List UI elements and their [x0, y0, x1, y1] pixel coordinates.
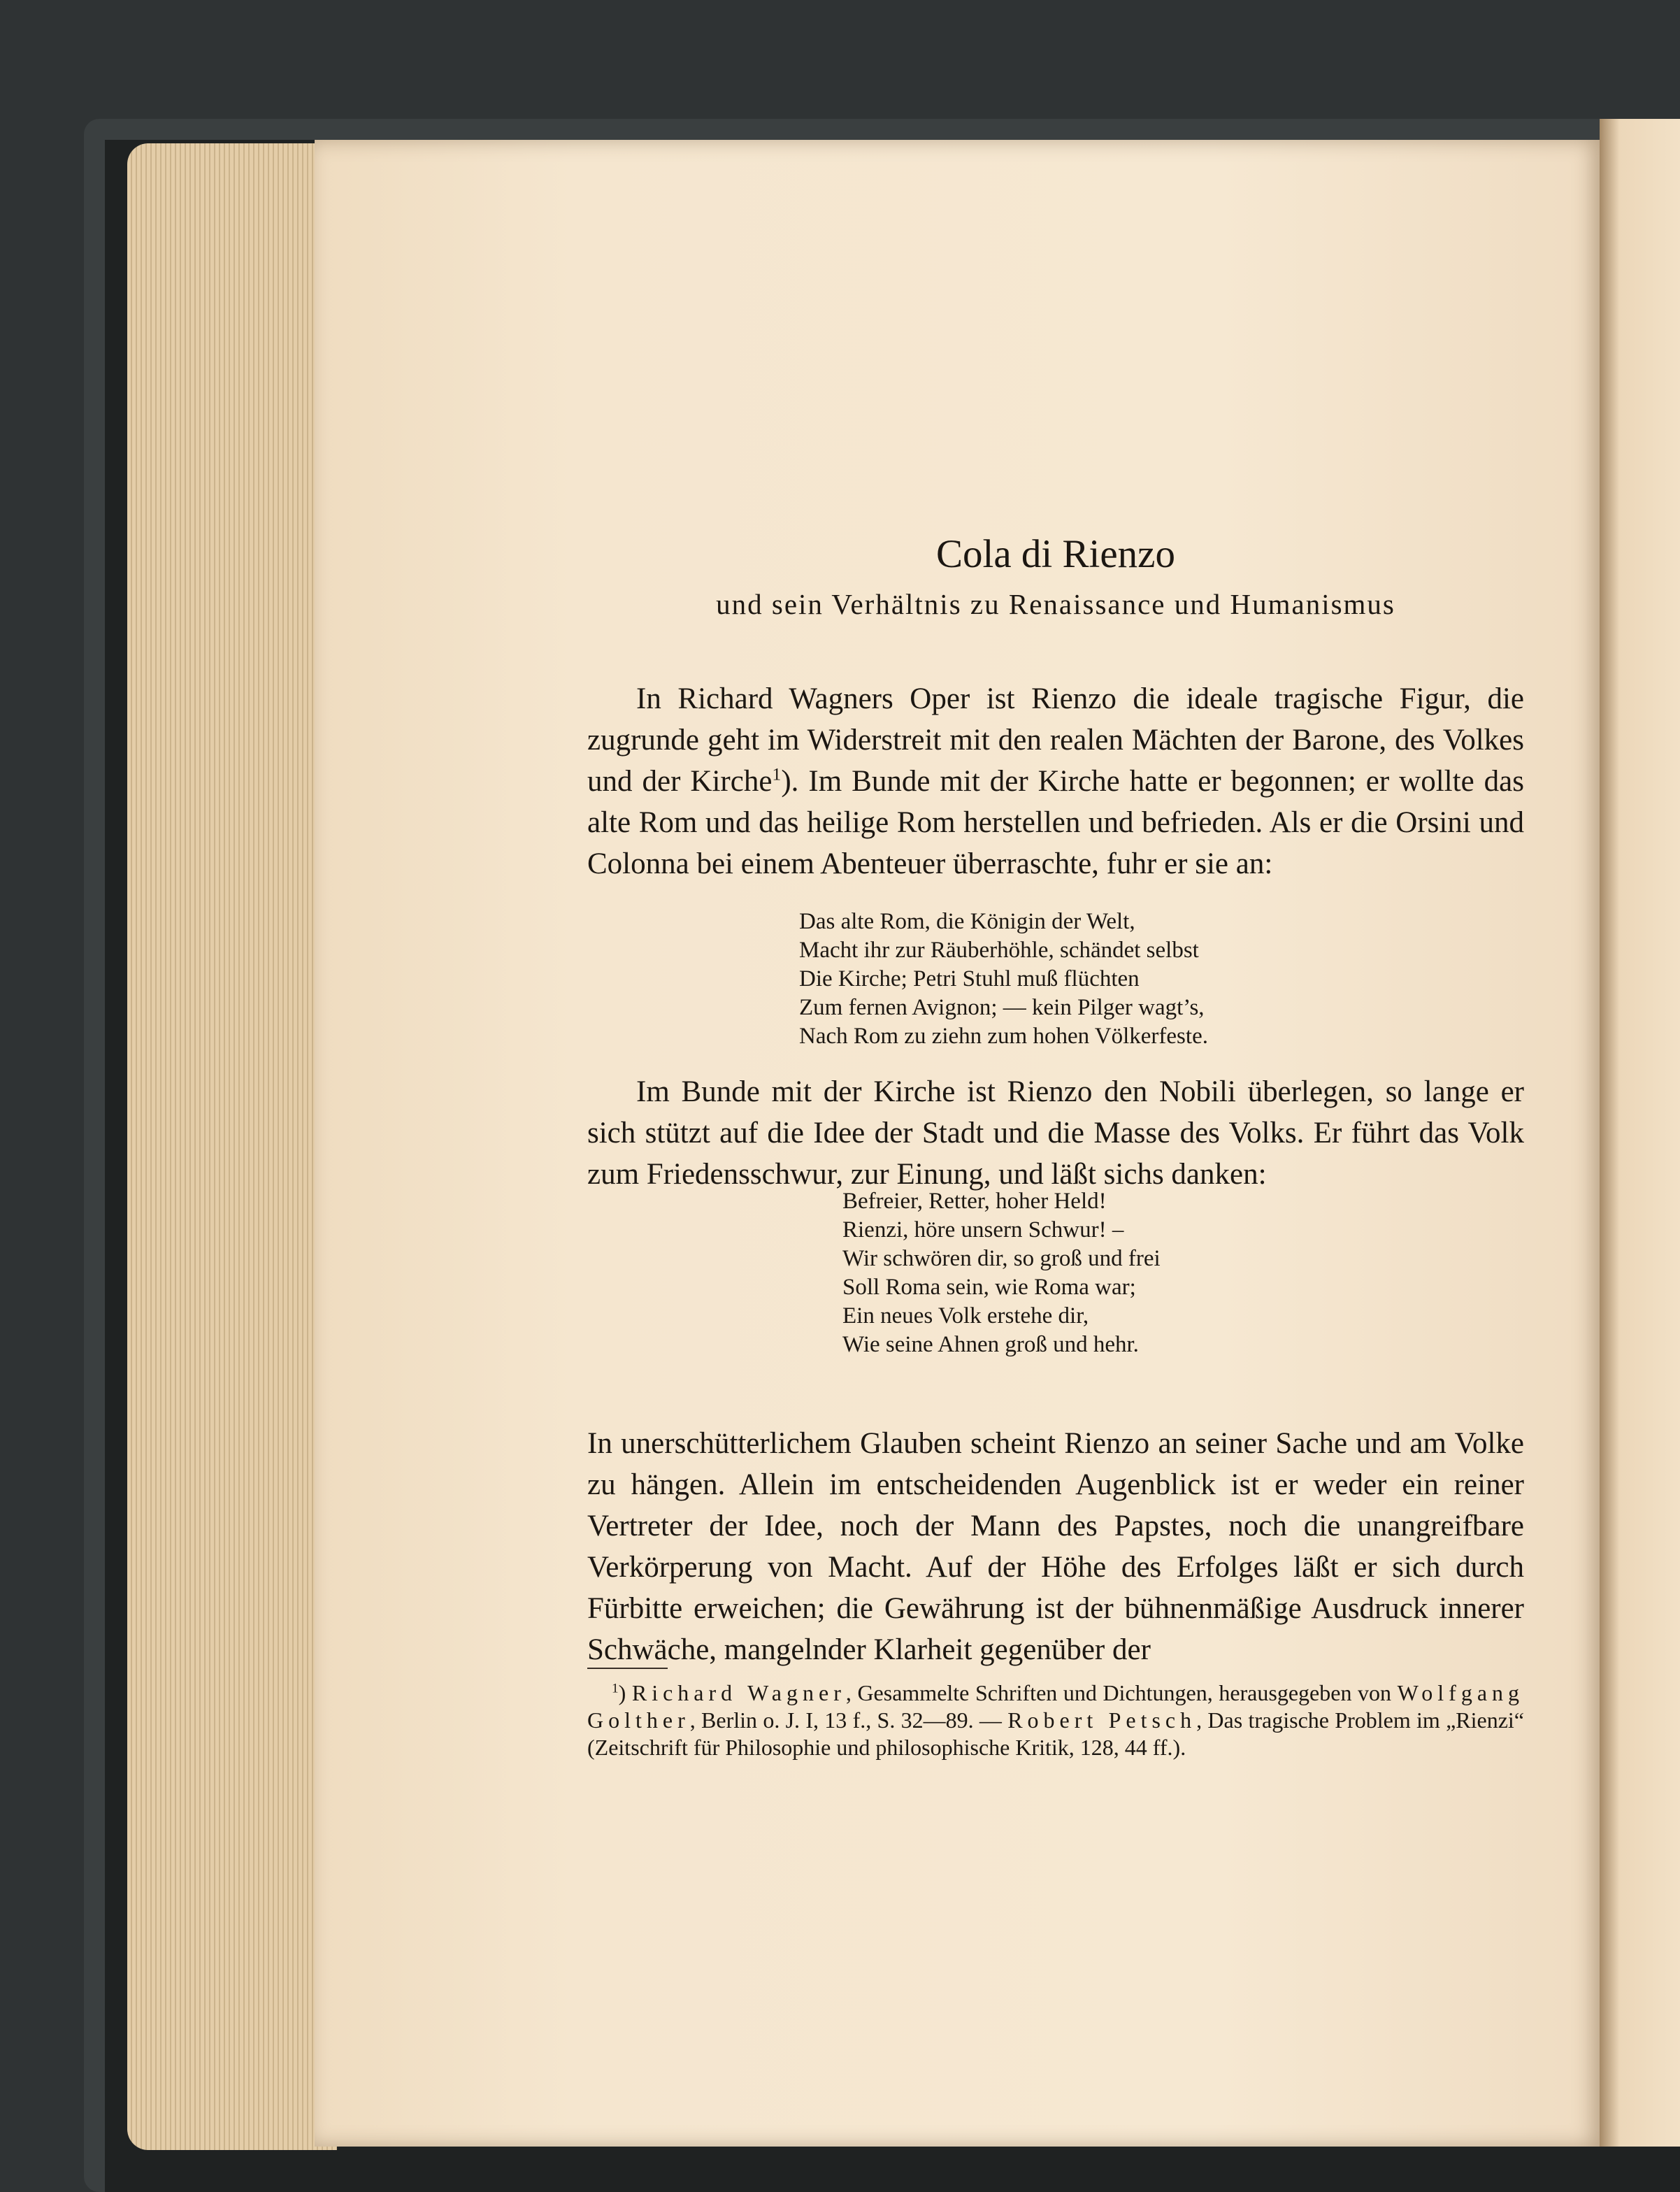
footnote-author-one: Richard Wagner	[631, 1680, 846, 1705]
footnote-text-one: , Gesammelte Schriften und Dichtungen, herausgegeben von	[845, 1680, 1398, 1705]
footnote-mark: 1	[612, 1681, 619, 1696]
article-subtitle: und sein Verhältnis zu Renaissance und Humanismus	[716, 588, 1395, 620]
verse-line: Soll Roma sein, wie Roma war;	[842, 1275, 1136, 1300]
page-edges	[127, 143, 337, 2150]
paragraph-third: In unerschütterlichem Glauben scheint Rienzo an seiner Sache und am Volke zu hängen. Allein im entscheidenden Augenblick ist er weder ein reiner Vertreter der Idee, noch der Mann des Papstes, noch die unangreifbare Verkörperung von Macht. Auf der Höhe des Erfolges läßt er sich durch Fürbitte erweichen; die Gewährung ist der bühnenmäßige Ausdruck innerer Schwäche, mangelnder Klarheit gegenüber der	[587, 1427, 1524, 1666]
article-title: Cola di Rienzo	[936, 532, 1175, 576]
verse-quote-one	[799, 908, 1208, 1051]
verse-line: Nach Rom zu ziehn zum hohen Völkerfeste.	[799, 1024, 1208, 1049]
footnote-editor: Wolfgang Golther	[587, 1680, 1525, 1733]
footnote-reference: 1	[772, 764, 782, 785]
paragraph-second: Im Bunde mit der Kirche ist Rienzo den Nobili überlegen, so lange er sich stützt auf die Idee der Stadt und die Masse des Volks. Er führt das Volk zum Friedensschwur, zur Einung, und läßt sichs danken:	[587, 1075, 1524, 1191]
verse-line: Zum fernen Avignon; — kein Pilger wagt’s,	[799, 995, 1205, 1020]
verse-line: Das alte Rom, die Königin der Welt,	[799, 909, 1135, 934]
footnote-text-two: , Berlin o. J. I, 13 f., S. 32—89. —	[689, 1707, 1008, 1733]
verse-line: Wie seine Ahnen groß und hehr.	[842, 1332, 1139, 1357]
footnote-text-three: , Das tragische Problem im „Rienzi“ (Zeitschrift für Philosophie und philosophische Kritik, 128, 44 ff.).	[587, 1707, 1525, 1760]
verse-line: Die Kirche; Petri Stuhl muß flüchten	[799, 966, 1140, 991]
paragraph-first-text-a: In Richard Wagners Oper ist Rienzo die ideale tragische Figur, die zugrunde geht im Widerstreit mit den realen Mächten der Barone, des Volkes und der Kirche	[587, 682, 1524, 798]
verse-line: Macht ihr zur Räuberhöhle, schändet selbst	[799, 938, 1199, 963]
footnote-divider	[587, 1668, 668, 1669]
paragraph-first-text-b: ). Im Bunde mit der Kirche hatte er begonnen; er wollte das alte Rom und das heilige Rom herstellen und befrieden. Als er die Orsini und Colonna bei einem Abenteuer überraschte, fuhr er sie an:	[587, 765, 1524, 880]
footnote-author-two: Robert Petsch	[1007, 1707, 1197, 1733]
verse-line: Wir schwören dir, so groß und frei	[842, 1246, 1161, 1271]
facing-page-edge	[1600, 119, 1680, 2147]
verse-line: Ein neues Volk erstehe dir,	[842, 1303, 1089, 1328]
footnote: $^1$) Richard Wagner, Gesammelte Schriften und Dichtungen, herausgegeben von Wolfgang Golther, Berlin o. J. I, 13 f., S. 32—89. — Robert Petsch, Das tragische Problem im „Rienzi“ (Zeitschrift für Philosophie und philosophische Kritik, 128, 44 ff.).	[587, 1680, 1525, 1760]
verse-line: Befreier, Retter, hoher Held!	[842, 1189, 1107, 1214]
verse-quote-two	[842, 1187, 1161, 1359]
paragraph-first	[587, 678, 1524, 884]
verse-line: Rienzi, höre unsern Schwur! –	[842, 1217, 1124, 1242]
